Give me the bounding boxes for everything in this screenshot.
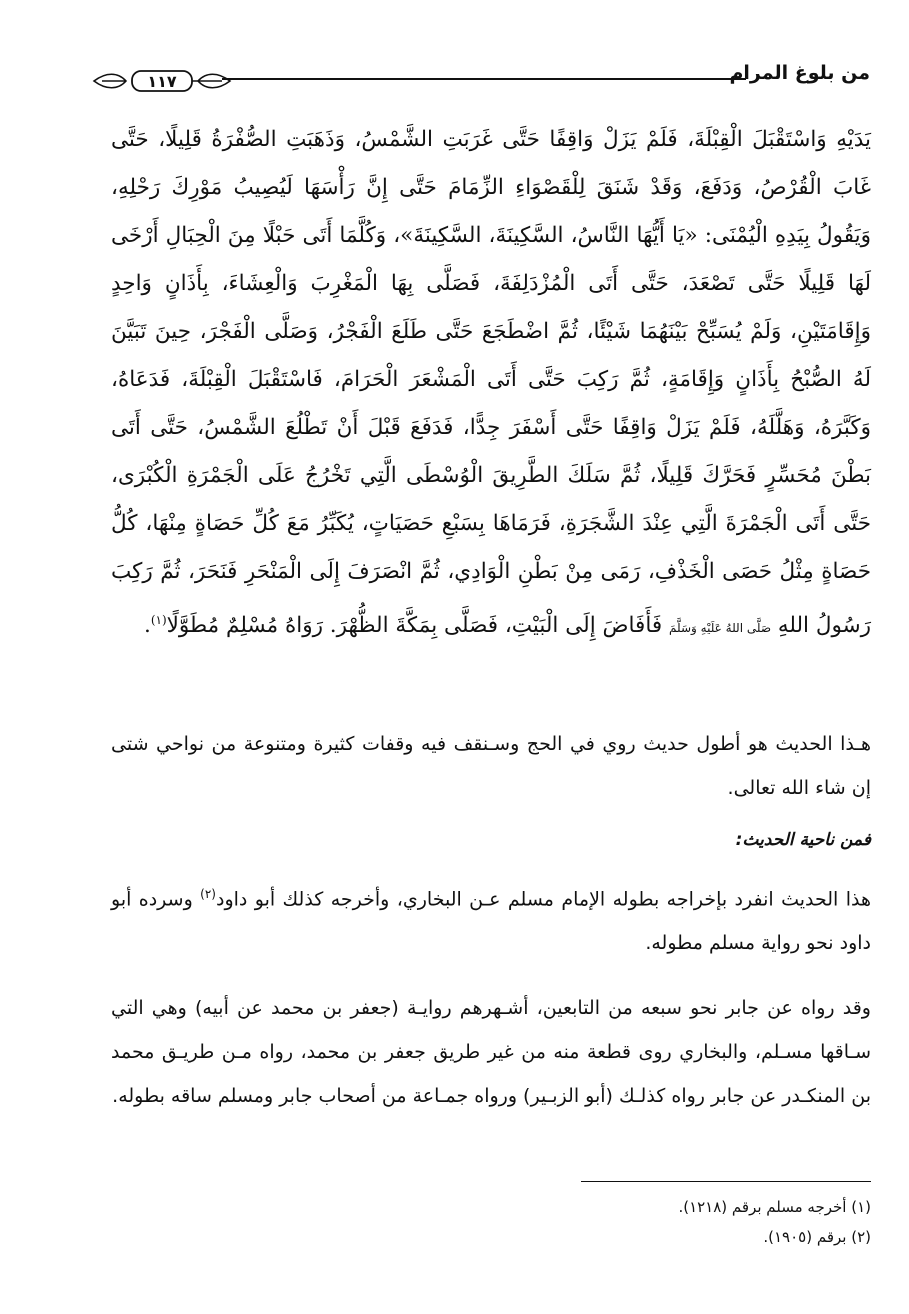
footnote-ref-1: (١) [150,613,167,627]
paragraph2-text: هذا الحديث انفرد بإخراجه بطوله الإمام مسلم عـن البخاري، وأخرجه كذلك أبو داود [215,888,871,911]
footnote-2: (٢) برقم (١٩٠٥). [763,1228,871,1246]
page-header [92,62,870,102]
paragraph-narration [111,872,871,965]
footnote-separator [581,1181,871,1182]
hadith-text-end: فَأَفَاضَ إِلَى الْبَيْتِ، فَصَلَّى بِمَكَّةَ الظُّهْرَ. رَوَاهُ مُسْلِمٌ مُطَوَّلًا [166,613,663,639]
paragraph-chains: وقد رواه عن جابر نحو سبعه من التابعين، أشـهرهم روايـة (جعفر بن محمد عن أبيه) وهي التي سـاقها مسـلم، والبخاري روى قطعة منه من غير طريق جعفر بن محمد، رواه مـن طريـق محمد بن المنكـدر عن جابر رواه كذلـك (أبو الزبـير) ورواه جمـاعة من أصحاب جابر ومسلم ساقه بطوله. [111,997,871,1107]
footnote-ref-2: (٢) [200,887,216,901]
hadith-text: يَدَيْهِ وَاسْتَقْبَلَ الْقِبْلَةَ، فَلَمْ يَزَلْ وَاقِفًا حَتَّى غَرَبَتِ الشَّمْسُ، وَذَهَبَتِ الصُّفْرَةُ قَلِيلًا، حَتَّى غَابَ الْقُرْصُ، وَدَفَعَ، وَقَدْ شَنَقَ لِلْقَصْوَاءِ الزِّمَامَ حَتَّى إِنَّ رَأْسَهَا لَيُصِيبُ مَوْرِكَ رَحْلِهِ، وَيَقُولُ بِيَدِهِ الْيُمْنَى: «يَا أَيُّهَا النَّاسُ، السَّكِينَةَ، السَّكِينَةَ»، وَكُلَّمَا أَتَى حَبْلًا مِنَ الْحِبَالِ أَرْخَى لَهَا قَلِيلًا حَتَّى تَصْعَدَ، حَتَّى أَتَى الْمُزْدَلِفَةَ، فَصَلَّى بِهَا الْمَغْرِبَ وَالْعِشَاءَ، بِأَذَانٍ وَاحِدٍ وَإِقَامَتَيْنِ، وَلَمْ يُسَبِّحْ بَيْنَهُمَا شَيْئًا، ثُمَّ اضْطَجَعَ حَتَّى طَلَعَ الْفَجْرُ، وَصَلَّى الْفَجْرَ، حِينَ تَبَيَّنَ لَهُ الصُّبْحُ بِأَذَانٍ وَإِقَامَةٍ، ثُمَّ رَكِبَ حَتَّى أَتَى الْمَشْعَرَ الْحَرَامَ، فَاسْتَقْبَلَ الْقِبْلَةَ، فَدَعَاهُ، وَكَبَّرَهُ، وَهَلَّلَهُ، فَلَمْ يَزَلْ وَاقِفًا حَتَّى أَسْفَرَ جِدًّا، فَدَفَعَ قَبْلَ أَنْ تَطْلُعَ الشَّمْسُ، حَتَّى أَتَى بَطْنَ مُحَسِّرٍ فَحَرَّكَ قَلِيلًا، ثُمَّ سَلَكَ الطَّرِيقَ الْوُسْطَى الَّتِي تَخْرُجُ عَلَى الْجَمْرَةِ الْكُبْرَى، حَتَّى أَتَى الْجَمْرَةَ الَّتِي عِنْدَ الشَّجَرَةِ، فَرَمَاهَا بِسَبْعِ حَصَيَاتٍ، يُكَبِّرُ مَعَ كُلِّ حَصَاةٍ مِنْهَا، كُلُّ حَصَاةٍ مِثْلُ حَصَى الْخَذْفِ، رَمَى مِنْ بَطْنِ الْوَادِي، ثُمَّ انْصَرَفَ إِلَى الْمَنْحَرِ فَنَحَرَ، ثُمَّ رَكِبَ رَسُولُ اللهِ [111,127,871,639]
hadith-text-block: يَدَيْهِ وَاسْتَقْبَلَ الْقِبْلَةَ، فَلَمْ يَزَلْ وَاقِفًا حَتَّى غَرَبَتِ الشَّمْسُ، وَذَهَبَتِ الصُّفْرَةُ قَلِيلًا، حَتَّى غَابَ الْقُرْصُ، وَدَفَعَ، وَقَدْ شَنَقَ لِلْقَصْوَاءِ الزِّمَامَ حَتَّى إِنَّ رَأْسَهَا لَيُصِيبُ مَوْرِكَ رَحْلِهِ، وَيَقُولُ بِيَدِهِ الْيُمْنَى: «يَا أَيُّهَا النَّاسُ، السَّكِينَةَ، السَّكِينَةَ»، وَكُلَّمَا أَتَى حَبْلًا مِنَ الْحِبَالِ أَرْخَى لَهَا قَلِيلًا حَتَّى تَصْعَدَ، حَتَّى أَتَى الْمُزْدَلِفَةَ، فَصَلَّى بِهَا الْمَغْرِبَ وَالْعِشَاءَ، بِأَذَانٍ وَاحِدٍ وَإِقَامَتَيْنِ، وَلَمْ يُسَبِّحْ بَيْنَهُمَا شَيْئًا، ثُمَّ اضْطَجَعَ حَتَّى طَلَعَ الْفَجْرُ، وَصَلَّى الْفَجْرَ، حِينَ تَبَيَّنَ لَهُ الصُّبْحُ بِأَذَانٍ وَإِقَامَةٍ، ثُمَّ رَكِبَ حَتَّى أَتَى الْمَشْعَرَ الْحَرَامَ، فَاسْتَقْبَلَ الْقِبْلَةَ، فَدَعَاهُ، وَكَبَّرَهُ، وَهَلَّلَهُ، فَلَمْ يَزَلْ وَاقِفًا حَتَّى أَسْفَرَ جِدًّا، فَدَفَعَ قَبْلَ أَنْ تَطْلُعَ الشَّمْسُ، حَتَّى أَتَى بَطْنَ مُحَسِّرٍ فَحَرَّكَ قَلِيلًا، ثُمَّ سَلَكَ الطَّرِيقَ الْوُسْطَى الَّتِي تَخْرُجُ عَلَى الْجَمْرَةِ الْكُبْرَى، حَتَّى أَتَى الْجَمْرَةَ الَّتِي عِنْدَ الشَّجَرَةِ، فَرَمَاهَا بِسَبْعِ حَصَيَاتٍ، يُكَبِّرُ مَعَ كُلِّ حَصَاةٍ مِنْهَا، كُلُّ حَصَاةٍ مِثْلُ حَصَى الْخَذْفِ، رَمَى مِنْ بَطْنِ الْوَادِي، ثُمَّ انْصَرَفَ إِلَى الْمَنْحَرِ فَنَحَرَ، ثُمَّ رَكِبَ رَسُولُ اللهِ صَلَّى اللهُ عَلَيْهِ وَسَلَّمَ فَأَفَاضَ إِلَى الْبَيْتِ، فَصَلَّى بِمَكَّةَ الظُّهْرَ. رَوَاهُ مُسْلِمٌ مُطَوَّلًا$^{(١)}$. [111,127,871,639]
intro-paragraph: هـذا الحديث هو أطول حديث روي في الحج وسـنقف فيه وقفات كثيرة ومتنوعة من نواحي شتى إن شاء الله تعالى. [111,733,871,799]
footnotes [371,1192,871,1252]
salutation-text: صَلَّى اللهُ عَلَيْهِ وَسَلَّمَ [669,621,772,636]
section-heading: فمن ناحية الحديث: [735,830,871,850]
footnote-1: (١) أخرجه مسلم برقم (١٢١٨). [678,1198,871,1216]
paragraph2-text-end: وسرده أبو داود نحو رواية مسلم مطوله. [111,888,871,955]
page-number: ١١٧ [147,72,177,91]
book-title: من بلوغ المرام [729,62,870,84]
header-rule [222,78,746,80]
